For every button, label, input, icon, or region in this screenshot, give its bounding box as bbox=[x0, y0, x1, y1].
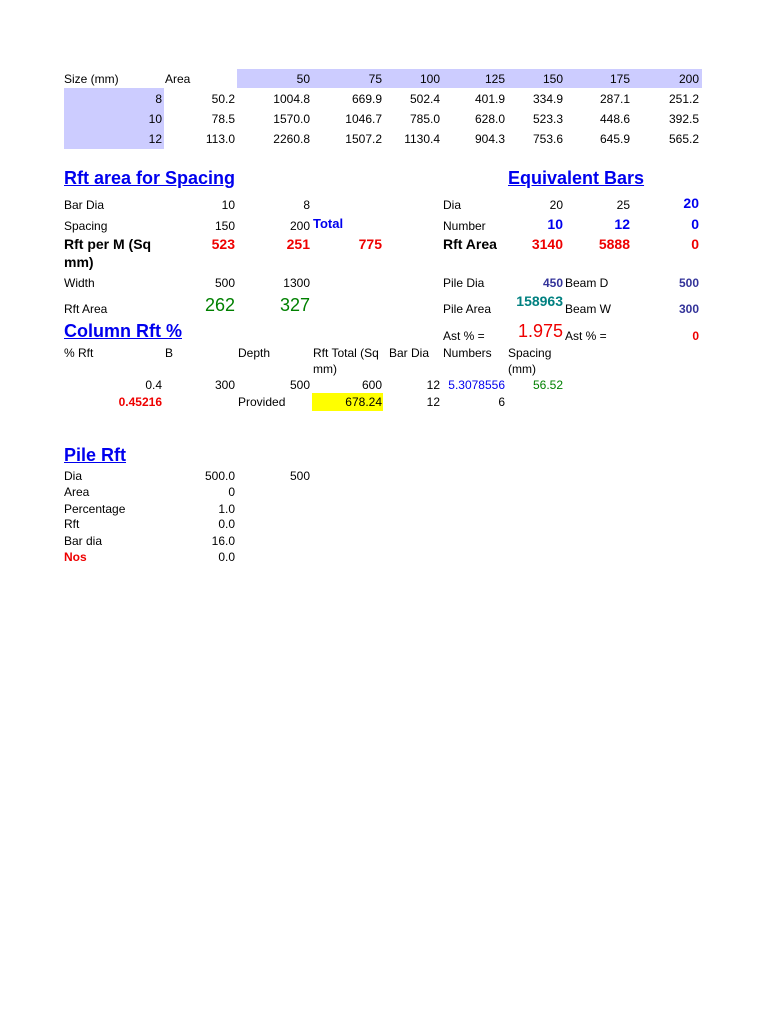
area-header: Area bbox=[165, 72, 191, 86]
eq-rft-area-1: 3140 bbox=[531, 236, 563, 252]
pile-dia-row-value: 500.0 bbox=[204, 469, 235, 483]
table-cell: 785.0 bbox=[409, 112, 440, 126]
provided-numbers: 6 bbox=[498, 395, 505, 409]
spacing-100-header: 100 bbox=[419, 72, 440, 86]
depth-value: 500 bbox=[289, 378, 310, 392]
depth-label: Depth bbox=[238, 346, 271, 360]
width-1: 500 bbox=[214, 276, 235, 290]
provided-bar-dia: 12 bbox=[426, 395, 440, 409]
rft-area-label: Rft Area bbox=[64, 302, 108, 316]
dia-3: 20 bbox=[683, 195, 699, 211]
pile-bar-dia-label: Bar dia bbox=[64, 534, 103, 548]
table-cell: 448.6 bbox=[599, 112, 630, 126]
table-row-area: 78.5 bbox=[211, 112, 235, 126]
table-row-size: 10 bbox=[148, 112, 162, 126]
table-row-area: 50.2 bbox=[211, 92, 235, 106]
table-cell: 334.9 bbox=[532, 92, 563, 106]
bar-dia-2: 8 bbox=[303, 198, 310, 212]
b-value: 300 bbox=[214, 378, 235, 392]
pile-rft-value: 0.0 bbox=[218, 517, 235, 531]
rft-per-m-total: 775 bbox=[358, 236, 382, 252]
table-cell: 565.2 bbox=[668, 132, 699, 146]
pile-rft-label: Rft bbox=[64, 517, 80, 531]
total-label: Total bbox=[313, 216, 344, 231]
table-cell: 287.1 bbox=[599, 92, 630, 106]
pile-area-value: 158963 bbox=[516, 293, 563, 309]
rft-spacing-heading: Rft area for Spacing bbox=[64, 168, 236, 188]
table-cell: 2260.8 bbox=[273, 132, 310, 146]
pile-area-row-value: 0 bbox=[228, 485, 235, 499]
table-row-size: 8 bbox=[155, 92, 162, 106]
ast-label-1: Ast % = bbox=[443, 329, 485, 343]
table-cell: 1570.0 bbox=[273, 112, 310, 126]
col-bar-dia-label: Bar Dia bbox=[389, 346, 430, 360]
numbers-label: Numbers bbox=[443, 346, 492, 360]
pct-rft-value: 0.4 bbox=[145, 378, 162, 392]
dia-label: Dia bbox=[443, 198, 462, 212]
pct-rft-label: % Rft bbox=[64, 346, 94, 360]
bar-dia-label: Bar Dia bbox=[64, 198, 105, 212]
table-cell: 669.9 bbox=[351, 92, 382, 106]
beam-w-label: Beam W bbox=[565, 302, 612, 316]
rft-total-value: 600 bbox=[361, 378, 382, 392]
pile-bar-dia-value: 16.0 bbox=[211, 534, 235, 548]
table-cell: 1004.8 bbox=[273, 92, 310, 106]
nos-value: 0.0 bbox=[218, 550, 235, 564]
ast-label-2: Ast % = bbox=[565, 329, 607, 343]
pct-provided-value: 0.45216 bbox=[118, 395, 162, 409]
width-2: 1300 bbox=[283, 276, 310, 290]
pile-area-label: Pile Area bbox=[443, 302, 492, 316]
rft-per-m-2: 251 bbox=[286, 236, 310, 252]
beam-w-value: 300 bbox=[678, 302, 699, 316]
spacing-50-header: 50 bbox=[296, 72, 310, 86]
percentage-value: 1.0 bbox=[218, 502, 235, 516]
equivalent-bars-heading: Equivalent Bars bbox=[508, 168, 645, 188]
eq-rft-area-3: 0 bbox=[691, 236, 699, 252]
table-cell: 502.4 bbox=[409, 92, 440, 106]
table-cell: 1046.7 bbox=[345, 112, 382, 126]
dia-1: 20 bbox=[549, 198, 563, 212]
rft-total-label: Rft Total (Sq bbox=[313, 346, 379, 360]
number-label: Number bbox=[443, 219, 486, 233]
ast-value-2: 0 bbox=[692, 329, 699, 343]
spacing-200-header: 200 bbox=[678, 72, 699, 86]
number-1: 10 bbox=[547, 216, 563, 232]
percentage-label: Percentage bbox=[64, 502, 126, 516]
col-bar-dia-value: 12 bbox=[426, 378, 440, 392]
pile-dia-label: Pile Dia bbox=[443, 276, 485, 290]
pile-area-row-label: Area bbox=[64, 485, 90, 499]
table-cell: 628.0 bbox=[474, 112, 505, 126]
spacing-1: 150 bbox=[214, 219, 235, 233]
rft-total-label-unit: mm) bbox=[313, 362, 337, 376]
beam-d-value: 500 bbox=[678, 276, 699, 290]
rft-per-m-label-unit: mm) bbox=[64, 254, 94, 270]
number-2: 12 bbox=[614, 216, 630, 232]
col-spacing-label-unit: (mm) bbox=[508, 362, 536, 376]
col-spacing-value: 56.52 bbox=[532, 378, 563, 392]
width-label: Width bbox=[64, 276, 95, 290]
rft-per-m-label: Rft per M (Sq bbox=[64, 236, 152, 252]
ast-value-1: 1.975 bbox=[517, 321, 563, 341]
table-cell: 1130.4 bbox=[404, 132, 440, 146]
pile-dia-value: 450 bbox=[542, 276, 563, 290]
table-cell: 904.3 bbox=[474, 132, 505, 146]
table-cell: 753.6 bbox=[532, 132, 563, 146]
numbers-value: 5.3078556 bbox=[448, 378, 505, 392]
rft-area-1: 262 bbox=[204, 295, 235, 315]
pile-dia-row-label: Dia bbox=[64, 469, 83, 483]
dia-2: 25 bbox=[616, 198, 630, 212]
spacing-2: 200 bbox=[289, 219, 310, 233]
number-3: 0 bbox=[691, 216, 699, 232]
column-rft-heading: Column Rft % bbox=[64, 321, 182, 341]
table-cell: 1507.2 bbox=[345, 132, 382, 146]
table-row-size: 12 bbox=[148, 132, 162, 146]
spacing-125-header: 125 bbox=[484, 72, 505, 86]
rft-area-2: 327 bbox=[279, 295, 310, 315]
provided-label: Provided bbox=[238, 395, 286, 409]
spacing-175-header: 175 bbox=[609, 72, 630, 86]
table-row-area: 113.0 bbox=[205, 132, 235, 146]
eq-rft-area-2: 5888 bbox=[598, 236, 630, 252]
beam-d-label: Beam D bbox=[565, 276, 609, 290]
b-label: B bbox=[165, 346, 174, 360]
table-cell: 251.2 bbox=[668, 92, 699, 106]
spacing-label: Spacing bbox=[64, 219, 108, 233]
provided-value: 678.24 bbox=[345, 395, 382, 409]
bar-dia-1: 10 bbox=[221, 198, 235, 212]
table-cell: 392.5 bbox=[668, 112, 699, 126]
table-cell: 401.9 bbox=[474, 92, 505, 106]
col-spacing-label: Spacing bbox=[508, 346, 552, 360]
spacing-75-header: 75 bbox=[368, 72, 382, 86]
spacing-150-header: 150 bbox=[542, 72, 563, 86]
pile-rft-heading: Pile Rft bbox=[64, 445, 127, 465]
eq-rft-area-label: Rft Area bbox=[443, 236, 497, 252]
pile-dia-row-value-2: 500 bbox=[289, 469, 310, 483]
table-cell: 645.9 bbox=[599, 132, 630, 146]
nos-label: Nos bbox=[64, 550, 87, 564]
table-cell: 523.3 bbox=[532, 112, 563, 126]
size-header: Size (mm) bbox=[64, 72, 119, 86]
rft-per-m-1: 523 bbox=[211, 236, 235, 252]
